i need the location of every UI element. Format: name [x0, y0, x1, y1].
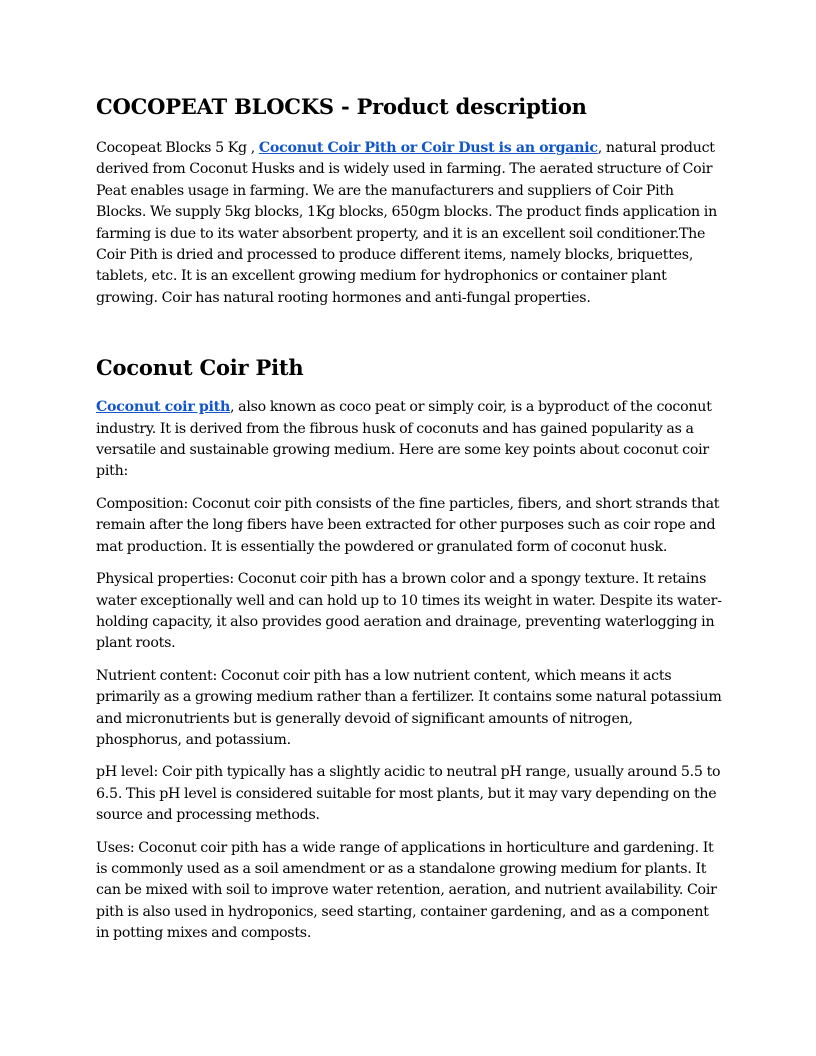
nutrient-content-paragraph: Nutrient content: Coconut coir pith has a low nutrient content, which means it acts primarily as a growing medium rather than a fertilizer. It contains some natural potassium and micronutrients but is generally devoid of significant amounts of nitrogen, phosphorus, and potassium.	[96, 667, 722, 748]
coconut-coir-pith-heading: Coconut Coir Pith	[96, 355, 304, 381]
product-description-heading: COCOPEAT BLOCKS - Product description	[96, 94, 587, 119]
ph-level-paragraph: pH level: Coir pith typically has a slightly acidic to neutral pH range, usually around 5.5 to 6.5. This pH level is considered suitable for most plants, but it may vary depending on the source and processing methods.	[96, 764, 721, 824]
coir-pith-organic-link[interactable]: Coconut Coir Pith or Coir Dust is an organic	[258, 140, 598, 156]
product-description-prefix: Cocopeat Blocks 5 Kg ,	[96, 140, 259, 156]
document-page	[96, 92, 722, 956]
coir-pith-intro-paragraph	[96, 397, 722, 483]
physical-properties-paragraph: Physical properties: Coconut coir pith has a brown color and a spongy texture. It retains water exceptionally well and can hold up to 10 times its weight in water. Despite its water-holding capacity, it also provides good aeration and drainage, preventing waterlogging in plant roots.	[96, 571, 722, 652]
composition-paragraph: Composition: Coconut coir pith consists of the fine particles, fibers, and short strands that remain after the long fibers have been extracted for other purposes such as coir rope and mat production. It is essentially the powdered or granulated form of coconut husk.	[96, 495, 720, 555]
product-description-body: , natural product derived from Coconut Husks and is widely used in farming. The aerated structure of Coir Peat enables usage in farming. We are the manufacturers and suppliers of Coir Pith Blocks. We supply 5kg blocks, 1Kg blocks, 650gm blocks. The product finds application in farming is due to its water absorbent property, and it is an excellent soil conditioner.The Coir Pith is dried and processed to produce different items, namely blocks, briquettes, tablets, etc. It is an excellent growing medium for hydrophonics or container plant growing. Coir has natural rooting hormones and anti-fungal properties.	[96, 140, 717, 306]
coconut-coir-pith-link[interactable]: Coconut coir pith	[96, 399, 231, 416]
coir-pith-intro-text: , also known as coco peat or simply coir, is a byproduct of the coconut industry. It is derived from the fibrous husk of coconuts and has gained popularity as a versatile and sustainable growing medium. Here are some key points about coconut coir pith:	[96, 399, 712, 480]
uses-paragraph: Uses: Coconut coir pith has a wide range of applications in horticulture and gardening. It is commonly used as a soil amendment or as a standalone growing medium for plants. It can be mixed with soil to improve water retention, aeration, and nutrient availability. Coir pith is also used in hydroponics, seed starting, container gardening, and as a component in potting mixes and composts.	[96, 839, 717, 942]
product-description-paragraph	[96, 138, 722, 309]
